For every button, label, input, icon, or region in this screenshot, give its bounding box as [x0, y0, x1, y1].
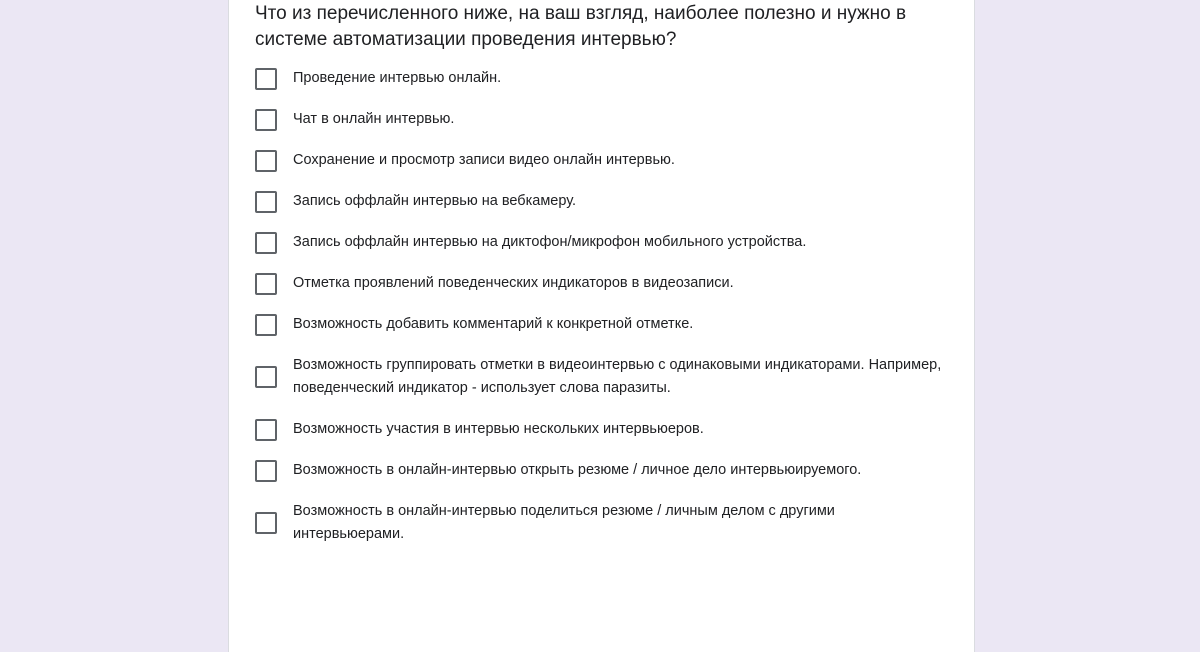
option-mobile-recording[interactable]	[255, 231, 955, 254]
option-label: Отметка проявлений поведенческих индикаторов в видеозаписи.	[293, 275, 734, 291]
checkbox[interactable]	[255, 512, 277, 534]
option-label: Чат в онлайн интервью.	[293, 111, 455, 127]
checkbox[interactable]	[255, 419, 277, 441]
question-card	[228, 0, 975, 652]
checkbox[interactable]	[255, 150, 277, 172]
option-share-resume[interactable]	[255, 500, 955, 546]
option-label: Возможность участия в интервью нескольких интервьюеров.	[293, 421, 704, 437]
option-multiple-interviewers[interactable]	[255, 418, 955, 441]
option-group-markers[interactable]	[255, 354, 955, 400]
checkbox[interactable]	[255, 460, 277, 482]
option-webcam-recording[interactable]	[255, 190, 955, 213]
option-label: Возможность группировать отметки в видеоинтервью с одинаковыми индикаторами. Например, поведенческий индикатор - использует слова паразиты.	[293, 357, 942, 396]
option-label: Запись оффлайн интервью на вебкамеру.	[293, 193, 577, 209]
checkbox[interactable]	[255, 273, 277, 295]
checkbox[interactable]	[255, 191, 277, 213]
option-label: Возможность в онлайн-интервью поделиться резюме / личным делом с другими интервьюерами.	[293, 503, 835, 542]
option-label: Проведение интервью онлайн.	[293, 70, 502, 86]
checkbox-options-list	[255, 67, 955, 564]
option-label: Возможность в онлайн-интервью открыть резюме / личное дело интервьюируемого.	[293, 462, 862, 478]
option-open-resume[interactable]	[255, 459, 955, 482]
question-title: Что из перечисленного ниже, на ваш взгляд, наиболее полезно и нужно в системе автоматизации проведения интервью?	[255, 3, 907, 50]
checkbox[interactable]	[255, 314, 277, 336]
option-save-video[interactable]	[255, 149, 955, 172]
checkbox[interactable]	[255, 68, 277, 90]
option-behavior-markers[interactable]	[255, 272, 955, 295]
option-label: Запись оффлайн интервью на диктофон/микрофон мобильного устройства.	[293, 234, 807, 250]
option-chat[interactable]	[255, 108, 955, 131]
checkbox[interactable]	[255, 366, 277, 388]
checkbox[interactable]	[255, 109, 277, 131]
option-marker-comment[interactable]	[255, 313, 955, 336]
checkbox[interactable]	[255, 232, 277, 254]
option-label: Возможность добавить комментарий к конкретной отметке.	[293, 316, 694, 332]
option-label: Сохранение и просмотр записи видео онлайн интервью.	[293, 152, 675, 168]
option-online-interview[interactable]	[255, 67, 955, 90]
